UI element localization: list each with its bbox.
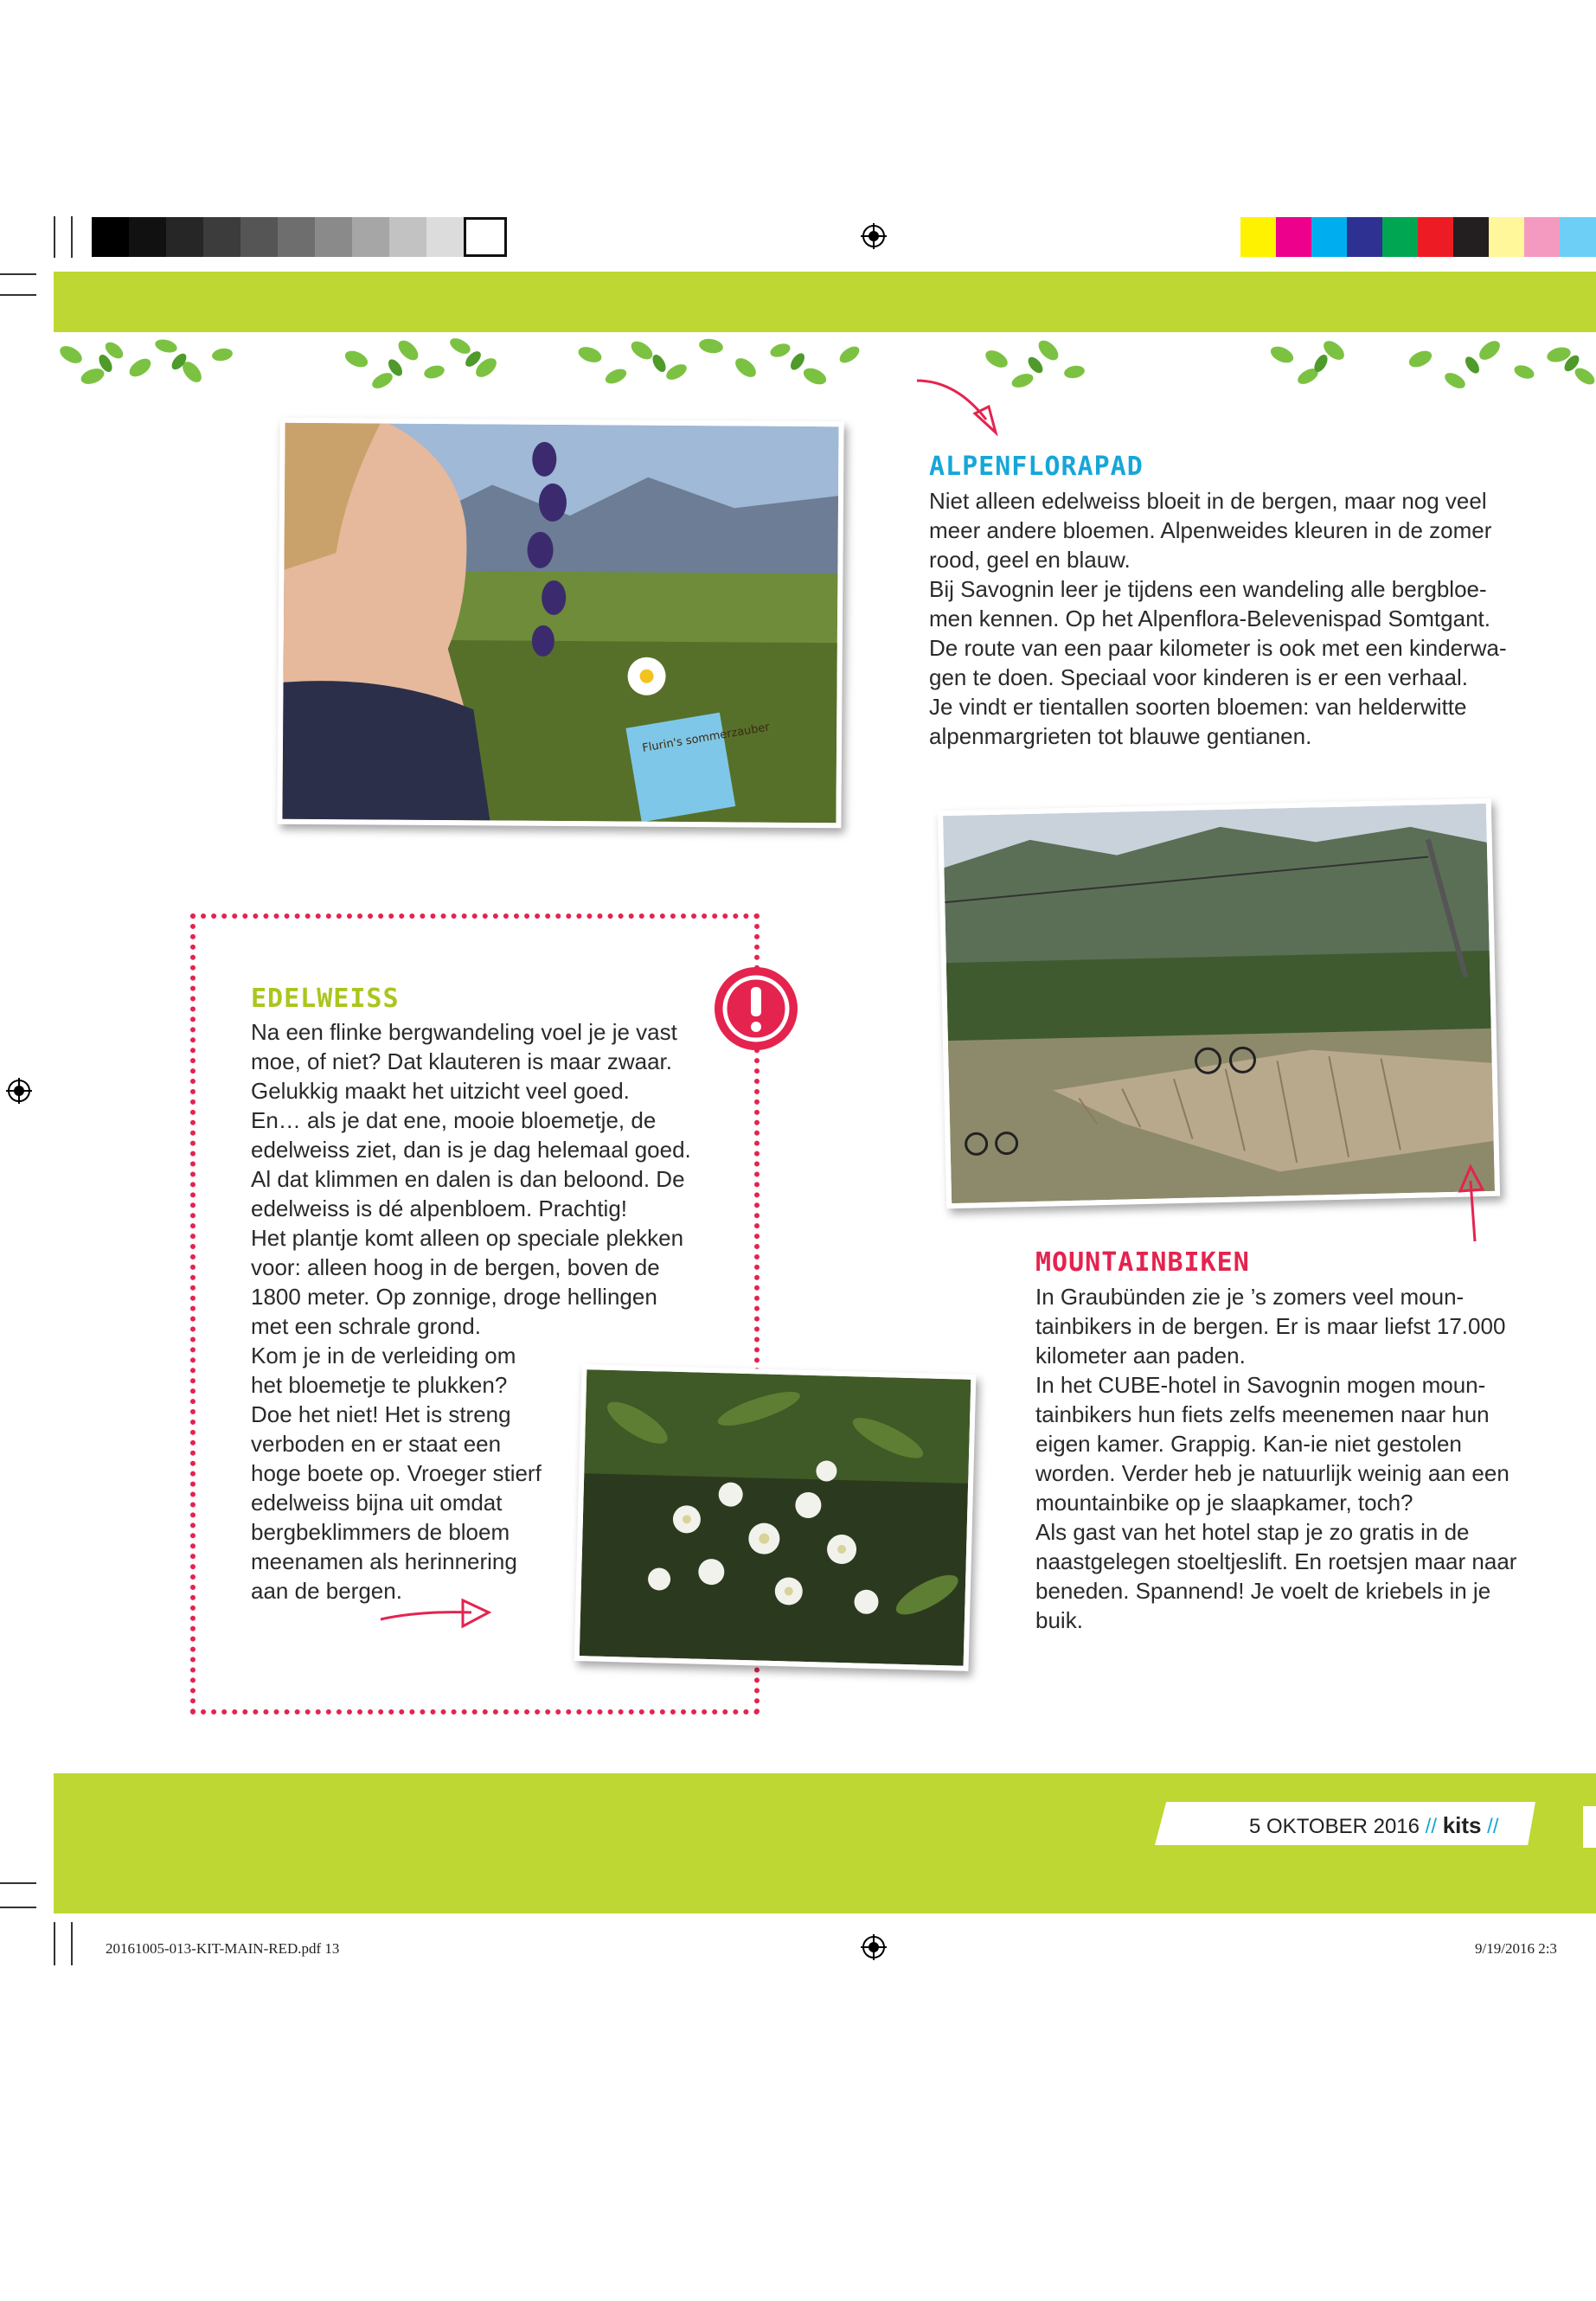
edelweiss-body-top: Na een flinke bergwandeling voel je je vast moe, of niet? Dat klauteren is maar zwaar. Gelukkig maakt het uitzicht veel goed. En… als je dat ene, mooie bloemetje, de edelweiss ziet, dan is je dag helemaal goed. Al dat klimmen en dalen is dan beloond. De edelweiss is dé alpenbloem. Prachtig! Het plantje komt alleen op speciale plekken voor: alleen hoog in de bergen, boven de 1800 meter. Op zonnige, droge hellingen met een schrale grond. xyxy=(251,1019,691,1339)
slug-page-number: 13 xyxy=(324,1940,340,1957)
color-swatch xyxy=(1276,217,1311,257)
crop-mark xyxy=(0,294,36,296)
gray-swatch xyxy=(352,217,389,257)
photo-edelweiss-flowers xyxy=(574,1364,977,1671)
print-slug xyxy=(106,1940,339,1958)
crop-mark xyxy=(0,273,36,275)
color-swatch xyxy=(1418,217,1453,257)
print-date: 9/19/2016 xyxy=(1475,1940,1535,1957)
curved-arrow-icon xyxy=(913,372,1008,441)
gray-swatch xyxy=(129,217,166,257)
photo-girl-flowers xyxy=(277,418,843,829)
color-swatch xyxy=(1311,217,1347,257)
registration-mark-icon xyxy=(861,223,887,249)
top-green-band xyxy=(54,272,1596,332)
mountainbiken-body: In Graubünden zie je ’s zomers veel moun- tainbikers in de bergen. Er is maar liefst 17.000 kilometer aan paden. In het CUBE-hotel in Savognin mogen moun- tainbikers hun fiets zelfs meenemen naar hun eigen kamer. Grappig. Kan-ie niet gestolen worden. Verder heb je natuurlijk weinig aan een mountainbike op je slaapkamer, toch? Als gast van het hotel stap je zo gratis in de naastgelegen stoeltjeslift. En roetsjen maar naar beneden. Spannend! Je voelt de kriebels in je buik. xyxy=(1035,1284,1517,1633)
color-swatch xyxy=(1382,217,1418,257)
issue-separator-end: // xyxy=(1487,1815,1499,1838)
alpenflorapad-body: Niet alleen edelweiss bloeit in de bergen, maar nog veel meer andere bloemen. Alpenweides kleuren in de zomer rood, geel en blauw. Bij Savognin leer je tijdens een wandeling alle bergbloe- men kennen. Op het Alpenflora-Belevenispad Somtgant. De route van een paar kilometer is ook met een kinderwa- gen te doen. Speciaal voor kinderen is er een verhaal. Je vindt er tientallen soorten bloemen: van helderwitte alpenmargrieten tot blauwe gentianen. xyxy=(929,488,1507,749)
gray-swatch xyxy=(315,217,352,257)
edelweiss-heading: EDELWEISS xyxy=(251,984,400,1014)
right-arrow-icon xyxy=(376,1593,493,1632)
gray-swatch xyxy=(389,217,426,257)
color-swatch xyxy=(1524,217,1560,257)
issue-separator: // xyxy=(1425,1815,1438,1838)
color-swatch xyxy=(1489,217,1524,257)
color-swatch xyxy=(1560,217,1596,257)
registration-mark-icon xyxy=(861,1934,887,1960)
crop-mark xyxy=(54,216,55,258)
leaf-garland-decoration xyxy=(54,329,1596,424)
color-swatch xyxy=(1240,217,1276,257)
print-time: 2:3 xyxy=(1538,1940,1557,1957)
file-name: 20161005-013-KIT-MAIN-RED.pdf xyxy=(106,1940,322,1957)
brand-logo: kits xyxy=(1442,1812,1482,1838)
crop-mark xyxy=(54,1922,55,1965)
issue-date: 5 OKTOBER 2016 xyxy=(1249,1815,1420,1838)
gray-swatch xyxy=(464,217,507,257)
color-swatch xyxy=(1453,217,1489,257)
gray-swatch xyxy=(240,217,278,257)
gray-swatch xyxy=(166,217,203,257)
crop-mark xyxy=(0,1882,36,1884)
print-timestamp xyxy=(1475,1940,1557,1958)
alpenflorapad-heading: ALPENFLORAPAD xyxy=(929,452,1144,482)
crop-mark xyxy=(0,1907,36,1908)
gray-swatch xyxy=(203,217,240,257)
registration-mark-icon xyxy=(6,1078,32,1104)
page-number-fragment xyxy=(1583,1806,1596,1848)
color-swatch xyxy=(1347,217,1382,257)
up-arrow-icon xyxy=(1453,1163,1497,1246)
gray-swatch xyxy=(426,217,464,257)
issue-line xyxy=(1249,1810,1499,1841)
gray-swatch xyxy=(92,217,129,257)
crop-mark xyxy=(71,216,73,258)
edelweiss-body-bottom: Kom je in de verleiding om het bloemetje te plukken? Doe het niet! Het is streng verboden en er staat een hoge boete op. Vroeger stierf edelweiss bijna uit omdat bergbeklimmers de bloem meenamen als herinnering aan de bergen. xyxy=(251,1343,542,1604)
photo-mountainbike-track xyxy=(938,798,1500,1208)
gray-swatch xyxy=(278,217,315,257)
crop-mark xyxy=(71,1922,73,1965)
book-cover-text: Flurin's sommerzauber xyxy=(641,721,771,755)
mountainbiken-heading: MOUNTAINBIKEN xyxy=(1035,1247,1250,1278)
